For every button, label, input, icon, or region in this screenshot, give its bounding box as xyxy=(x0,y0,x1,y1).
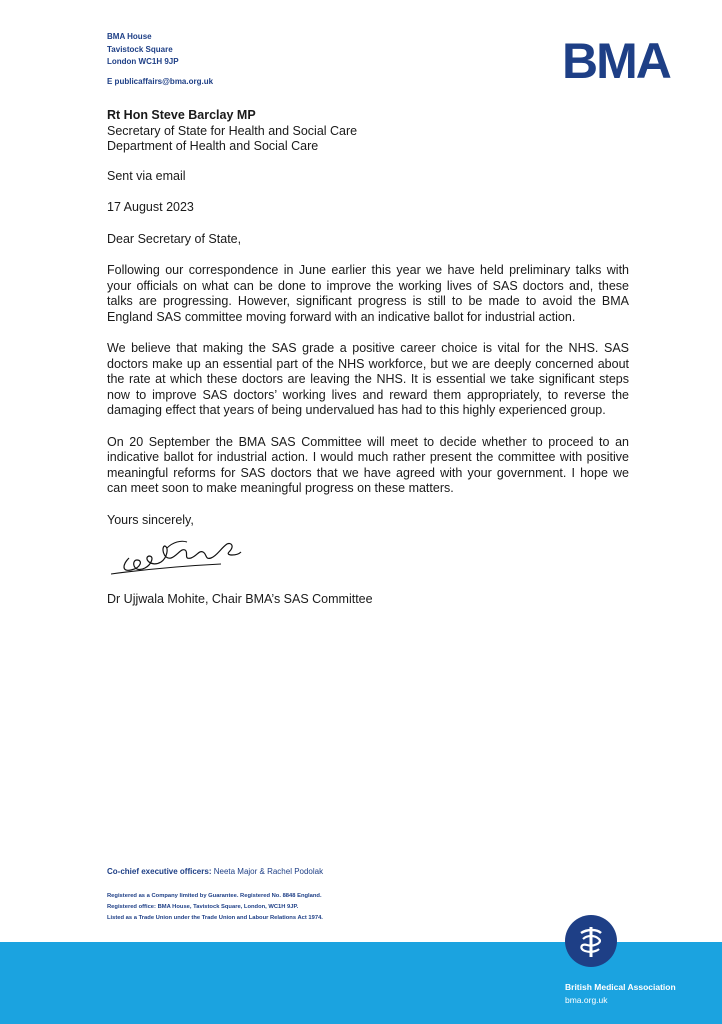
executives-names: Neeta Major & Rachel Podolak xyxy=(213,867,324,876)
sender-address xyxy=(107,31,213,88)
executive-officers xyxy=(107,867,323,876)
sent-via: Sent via email xyxy=(107,168,186,183)
handwritten-signature xyxy=(111,534,629,580)
organisation-name: British Medical Association xyxy=(565,982,676,992)
sender-email: E publicaffairs@bma.org.uk xyxy=(107,76,214,86)
paragraph: On 20 September the BMA SAS Committee will meet to decide whether to proceed to an indicative ballot for industrial action. I would much rather present the committee with positive meaningful reforms for SAS doctors that we have agreed with your government. I hope we can meet soon to make meaningful progress on these matters. xyxy=(107,434,629,495)
letter-body xyxy=(107,108,629,608)
bma-crest-icon xyxy=(565,915,617,967)
salutation: Dear Secretary of State, xyxy=(107,231,242,246)
recipient-name: Rt Hon Steve Barclay MP xyxy=(107,108,256,122)
letter-date: 17 August 2023 xyxy=(107,200,194,214)
paragraph: We believe that making the SAS grade a positive career choice is vital for the NHS. SAS doctors make up an essential part of the NHS workforce, but we are deeply concerned about the rate at which these doctors are leaving the NHS. It is essential we take significant steps now to improve SAS doctors’ working lives and reward them appropriately, to reverse the damaging effect that years of being undervalued has had to this highly experienced group. xyxy=(107,341,629,417)
bma-logo: BMA xyxy=(562,33,670,89)
closing: Yours sincerely, xyxy=(107,512,194,527)
registration-line: Registered office: BMA House, Tavistock Square, London, WC1H 9JP. xyxy=(107,904,299,910)
website-link[interactable]: bma.org.uk xyxy=(565,995,608,1005)
recipient-department: Department of Health and Social Care xyxy=(107,139,319,153)
address-line: BMA House xyxy=(107,32,152,41)
address-line: Tavistock Square xyxy=(107,44,173,54)
address-line: London WC1H 9JP xyxy=(107,57,179,66)
recipient-block xyxy=(107,108,629,155)
recipient-title: Secretary of State for Health and Social Care xyxy=(107,123,358,138)
paragraph: Following our correspondence in June earlier this year we have held preliminary talks with your officials on what can be done to improve the working lives of SAS doctors and, these talks are progressing. However, significant progress is still to be made to avoid the BMA England SAS committee moving forward with an indicative ballot for industrial action. xyxy=(107,263,629,324)
registration-line: Listed as a Trade Union under the Trade Union and Labour Relations Act 1974. xyxy=(107,915,323,921)
executives-label: Co-chief executive officers: xyxy=(107,867,212,876)
registration-details xyxy=(107,891,323,924)
registration-line: Registered as a Company limited by Guarantee. Registered No. 8848 England. xyxy=(107,893,322,899)
signatory: Dr Ujjwala Mohite, Chair BMA’s SAS Committee xyxy=(107,592,373,606)
